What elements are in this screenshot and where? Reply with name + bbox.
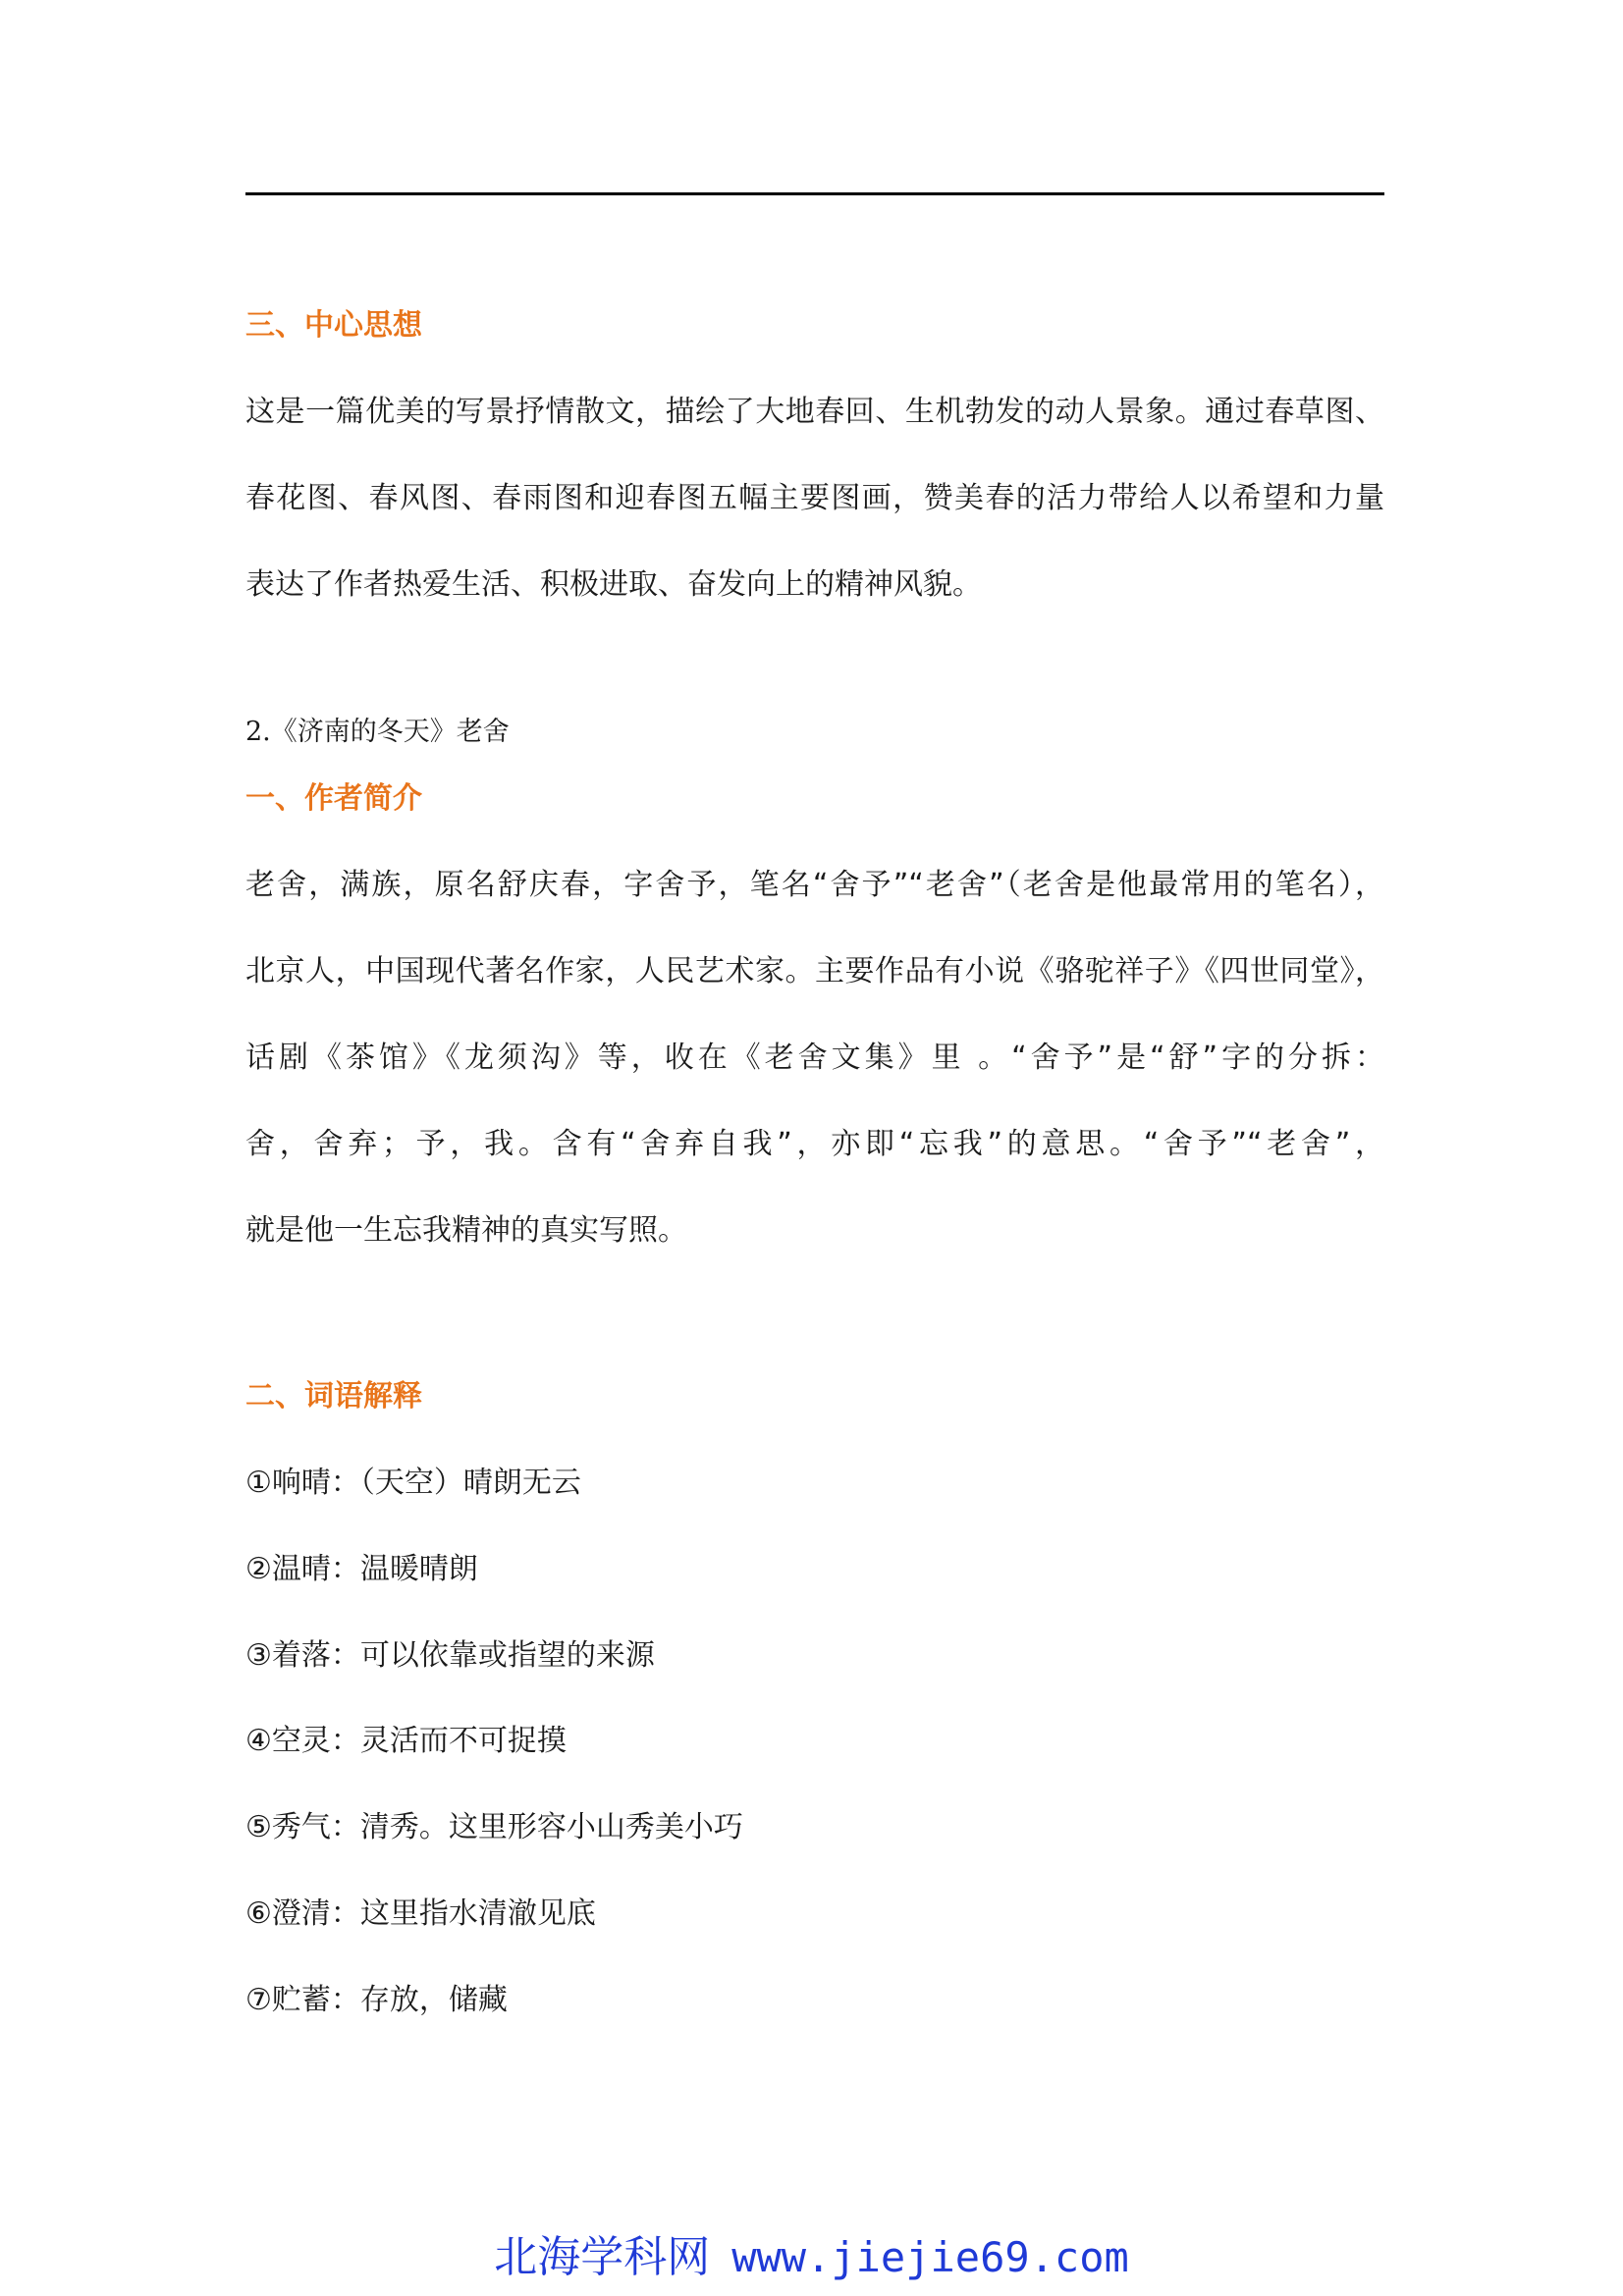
paragraph-line: 舍，舍弃；予，我。含有“舍弃自我”，亦即“忘我”的意思。“舍予”“老舍”，: [245, 1127, 1384, 1161]
footer-site-name: 北海学科网: [494, 2232, 711, 2282]
paragraph-line: 表达了作者热爱生活、积极进取、奋发向上的精神风貌。: [245, 567, 982, 602]
paragraph-line: 话剧《茶馆》《龙须沟》等，收在《老舍文集》里 。“舍予”是“舒”字的分拆：: [245, 1041, 1384, 1075]
vocab-item: ③着落：可以依靠或指望的来源: [245, 1638, 655, 1673]
vocab-item: ①响晴：（天空）晴朗无云: [245, 1466, 581, 1500]
vocab-item: ④空灵：灵活而不可捉摸: [245, 1724, 567, 1758]
top-rule: [245, 192, 1384, 195]
footer-watermark: [0, 2228, 1623, 2296]
paragraph-line: 春花图、春风图、春雨图和迎春图五幅主要图画，赞美春的活力带给人以希望和力量: [245, 481, 1384, 515]
vocab-item: ⑦贮蓄：存放，储藏: [245, 1983, 508, 2017]
lesson-title: 2.《济南的冬天》老舍: [245, 717, 510, 747]
paragraph-line: 就是他一生忘我精神的真实写照。: [245, 1213, 687, 1248]
paragraph-line: 这是一篇优美的写景抒情散文，描绘了大地春回、生机勃发的动人景象。通过春草图、: [245, 395, 1384, 429]
vocab-item: ⑥澄清：这里指水清澈见底: [245, 1896, 596, 1931]
paragraph-line: 老舍，满族，原名舒庆春，字舍予，笔名“舍予”“老舍”（老舍是他最常用的笔名），: [245, 868, 1384, 902]
paragraph-line: 北京人，中国现代著名作家，人民艺术家。主要作品有小说《骆驼祥子》《四世同堂》，: [245, 954, 1384, 988]
section-heading-vocabulary: 二、词语解释: [245, 1379, 422, 1414]
section-heading-central-idea: 三、中心思想: [245, 308, 422, 343]
section-heading-author: 一、作者简介: [245, 781, 422, 816]
vocab-item: ⑤秀气：清秀。这里形容小山秀美小巧: [245, 1810, 743, 1844]
footer-url: www.jiejie69.com: [731, 2233, 1129, 2281]
vocab-item: ②温晴：温暖晴朗: [245, 1552, 478, 1586]
